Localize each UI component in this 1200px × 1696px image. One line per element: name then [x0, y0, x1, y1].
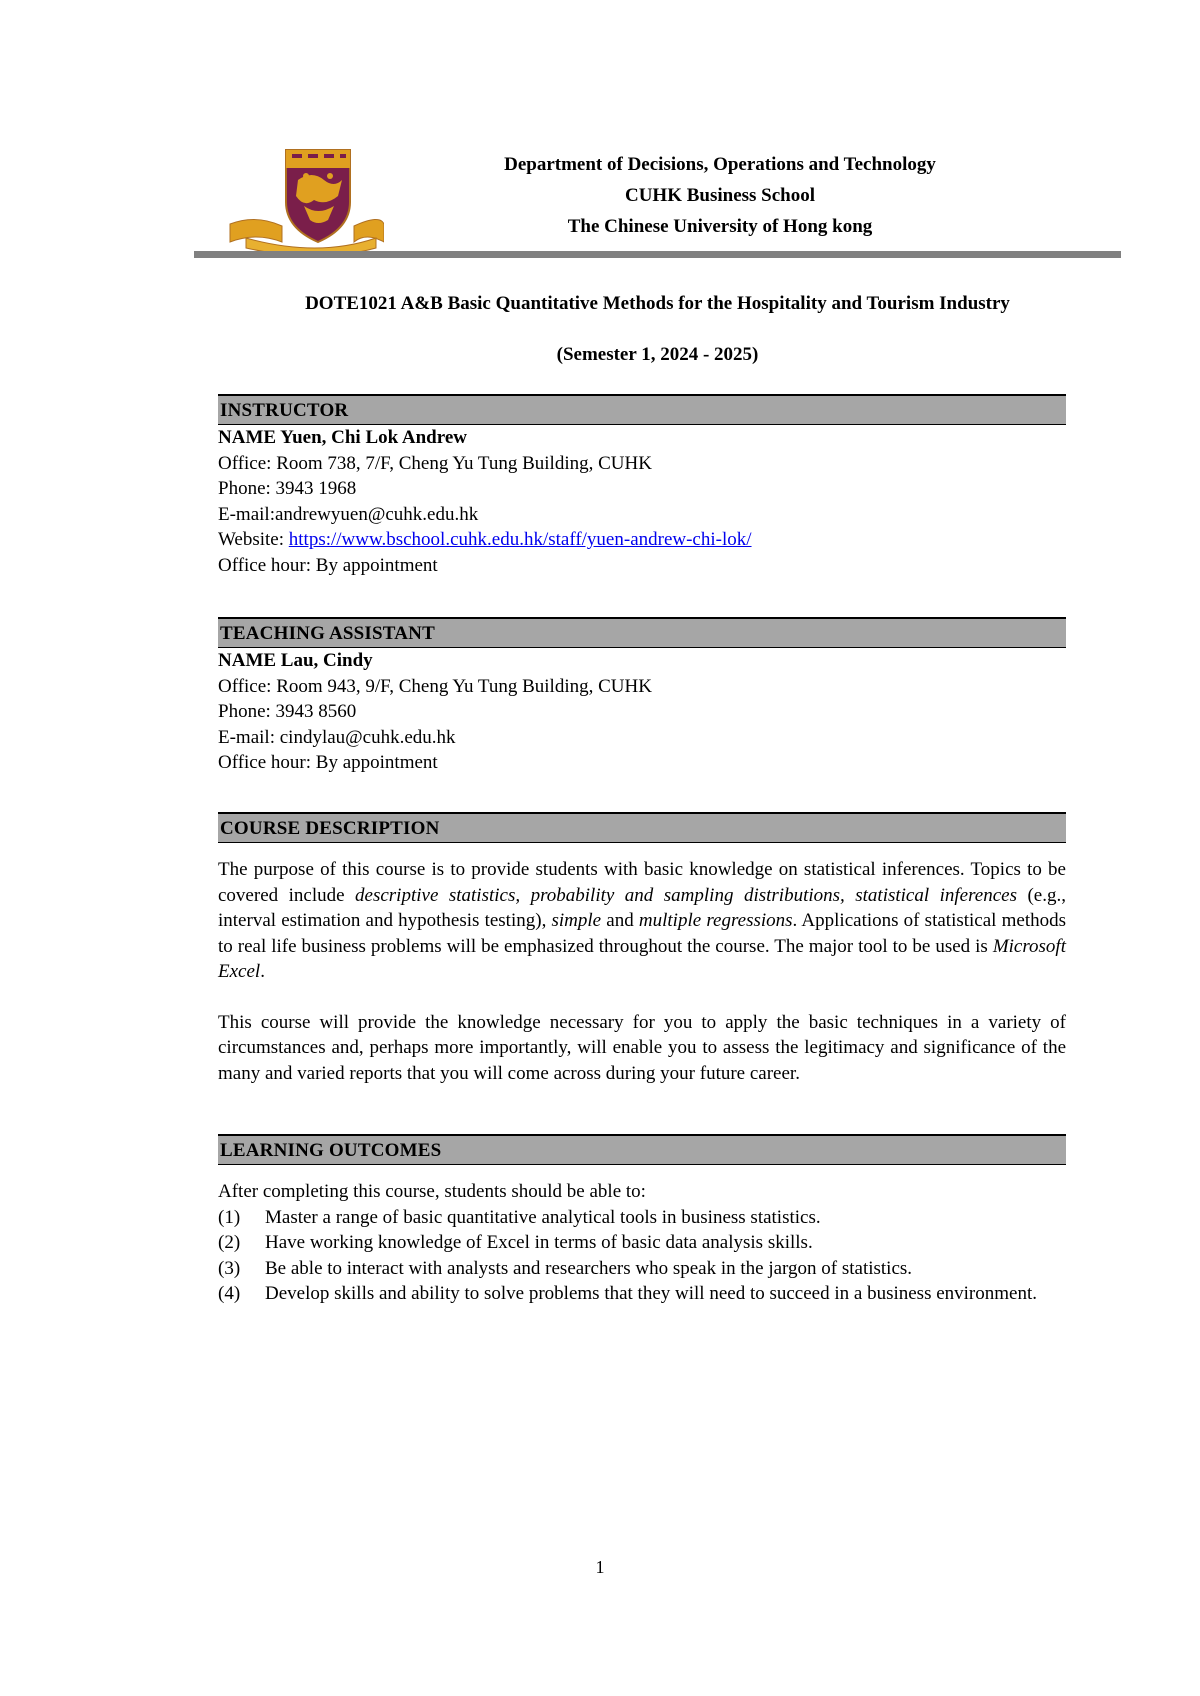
course-description-paragraph-2: This course will provide the knowledge necessary for you to apply the basic techniques in a variety of circumstances and, perhaps more importantly, will enable you to assess the legitimacy and significance of the many and varied reports that you will come across during your future career.	[218, 1011, 1066, 1084]
item-number: (2)	[218, 1232, 241, 1253]
teaching-assistant-section	[218, 617, 1066, 776]
item-number: (1)	[218, 1206, 241, 1228]
text-run: . Applications of statistical methods to real life business problems will be emphasized throughout the course. The major tool to be used is	[218, 910, 1066, 957]
item-number: (4)	[218, 1283, 241, 1304]
text-run: The purpose of this course is to provide students with basic knowledge on statistical inferences. Topics to be covered include	[218, 859, 1066, 906]
list-item	[218, 1230, 1066, 1256]
instructor-office: Office: Room 738, 7/F, Cheng Yu Tung Building, CUHK	[218, 452, 652, 474]
instructor-phone: Phone: 3943 1968	[218, 478, 357, 499]
learning-outcomes-list	[218, 1205, 1066, 1307]
instructor-website-link[interactable]: https://www.bschool.cuhk.edu.hk/staff/yuen-andrew-chi-lok/	[288, 529, 752, 550]
italic-run: Microsoft Excel	[218, 935, 1066, 982]
italic-run: multiple regressions	[638, 910, 793, 931]
learning-outcomes-heading: LEARNING OUTCOMES	[218, 1134, 1066, 1165]
instructor-office-hour: Office hour: By appointment	[218, 554, 438, 576]
course-semester: (Semester 1, 2024 - 2025)	[556, 344, 759, 365]
item-text: Be able to interact with analysts and researchers who speak in the jargon of statistics.	[265, 1257, 913, 1279]
instructor-website	[218, 527, 1066, 553]
school-name: CUHK Business School	[624, 185, 816, 206]
ta-heading: TEACHING ASSISTANT	[218, 617, 1066, 648]
instructor-section	[218, 394, 1066, 578]
ta-name: NAME Lau, Cindy	[218, 650, 373, 671]
italic-run: simple	[551, 910, 602, 931]
department-name: Department of Decisions, Operations and Technology	[504, 154, 936, 175]
text-run: .	[260, 961, 265, 982]
text-run: and	[601, 910, 639, 931]
university-name: The Chinese University of Hong kong	[567, 216, 873, 237]
course-description-paragraph-1	[218, 857, 1066, 985]
italic-run: descriptive statistics, probability and sampling distributions, statistical inferences	[355, 884, 1017, 906]
text-run: (e.g., interval estimation and hypothesis testing),	[218, 884, 1066, 931]
course-title: DOTE1021 A&B Basic Quantitative Methods for the Hospitality and Tourism Industry	[305, 293, 1010, 314]
ta-email: E-mail: cindylau@cuhk.edu.hk	[218, 726, 456, 748]
course-description-heading: COURSE DESCRIPTION	[218, 812, 1066, 843]
item-number: (3)	[218, 1257, 241, 1279]
learning-outcomes-intro: After completing this course, students should be able to:	[218, 1181, 646, 1202]
course-description-section	[218, 812, 1066, 1086]
header-divider	[194, 251, 1121, 258]
website-label: Website:	[218, 529, 289, 550]
instructor-email: E-mail:andrewyuen@cuhk.edu.hk	[218, 503, 479, 525]
item-text: Master a range of basic quantitative analytical tools in business statistics.	[265, 1206, 821, 1228]
list-item	[218, 1281, 1066, 1307]
item-text: Develop skills and ability to solve problems that they will need to succeed in a business environment.	[265, 1283, 1037, 1304]
ta-office-hour: Office hour: By appointment	[218, 752, 438, 773]
ta-office: Office: Room 943, 9/F, Cheng Yu Tung Building, CUHK	[218, 675, 652, 697]
item-text: Have working knowledge of Excel in terms of basic data analysis skills.	[265, 1232, 813, 1253]
ta-phone: Phone: 3943 8560	[218, 701, 357, 722]
instructor-heading: INSTRUCTOR	[218, 394, 1066, 425]
list-item	[218, 1205, 1066, 1231]
page-number: 1	[595, 1557, 605, 1577]
instructor-name: NAME Yuen, Chi Lok Andrew	[218, 427, 467, 448]
learning-outcomes-section	[218, 1134, 1066, 1307]
list-item	[218, 1256, 1066, 1282]
